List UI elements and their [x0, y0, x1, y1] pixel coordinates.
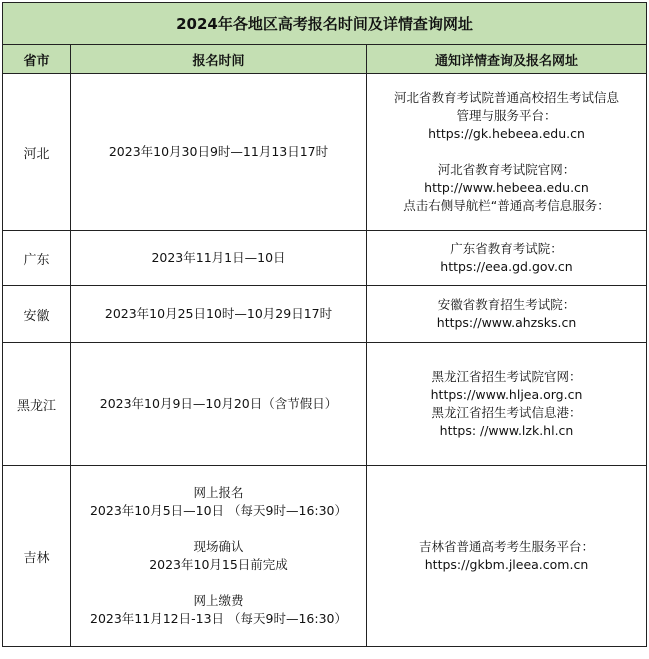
- admission-table-container: [2, 2, 646, 647]
- site-url-link[interactable]: http://www.hebeea.edu.cn: [424, 180, 589, 195]
- admission-table: [2, 2, 647, 647]
- site-line: 吉林省普通高考考生服务平台：: [419, 539, 595, 554]
- table-row-hebei: [3, 74, 647, 231]
- spacer: [73, 574, 364, 592]
- time-cell: [71, 74, 367, 231]
- site-url-link[interactable]: https://gkbm.jleea.com.cn: [424, 557, 589, 572]
- time-cell: [71, 286, 367, 343]
- table-row-jilin: [3, 466, 647, 647]
- province-cell: 黑龙江: [3, 343, 71, 466]
- site-line: 河北省教育考试院普通高校招生考试信息: [394, 90, 620, 105]
- province-cell: 吉林: [3, 466, 71, 647]
- site-url-link[interactable]: https://gk.hebeea.edu.cn: [428, 126, 585, 141]
- table-row-anhui: [3, 286, 647, 343]
- site-url-link[interactable]: https://www.ahzsks.cn: [436, 315, 577, 330]
- site-cell: [367, 74, 647, 231]
- table-row-guangdong: [3, 231, 647, 286]
- time-line: 2023年10月9日—10月20日（含节假日）: [99, 396, 338, 411]
- table-title: 2024年各地区高考报名时间及详情查询网址: [3, 3, 647, 45]
- site-line: 黑龙江省招生考试信息港：: [431, 405, 582, 420]
- spacer: [73, 520, 364, 538]
- table-row-heilongjiang: [3, 343, 647, 466]
- time-cell: [71, 231, 367, 286]
- time-line: 网上缴费: [193, 593, 244, 608]
- time-line: 现场确认: [193, 539, 244, 554]
- spacer: [369, 143, 644, 161]
- site-cell: [367, 466, 647, 647]
- time-line: 2023年10月30日9时—11月13日17时: [108, 144, 329, 159]
- site-line: 河北省教育考试院官网：: [437, 162, 576, 177]
- site-url-link[interactable]: https://www.hljea.org.cn: [430, 387, 583, 402]
- time-line: 2023年10月25日10时—10月29日17时: [104, 306, 333, 321]
- header-province: 省市: [3, 45, 71, 74]
- site-cell: [367, 231, 647, 286]
- time-line: 2023年11月1日—10日: [151, 250, 286, 265]
- province-cell: 河北: [3, 74, 71, 231]
- time-line: 2023年11月12日-13日 （每天9时—16:30）: [90, 611, 347, 626]
- site-line: 点击右侧导航栏“普通高考信息服务：: [403, 198, 610, 213]
- site-cell: [367, 343, 647, 466]
- table-header-row: [3, 45, 647, 74]
- site-line: 广东省教育考试院：: [450, 241, 563, 256]
- table-title-row: [3, 3, 647, 45]
- site-line: 黑龙江省招生考试院官网：: [431, 369, 582, 384]
- header-site: 通知详情查询及报名网址: [367, 45, 647, 74]
- time-cell: [71, 343, 367, 466]
- header-time: 报名时间: [71, 45, 367, 74]
- time-line: 2023年10月5日—10日 （每天9时—16:30）: [89, 503, 348, 518]
- site-url-link[interactable]: https://eea.gd.gov.cn: [440, 259, 573, 274]
- time-line: 2023年10月15日前完成: [149, 557, 288, 572]
- time-line: 网上报名: [193, 485, 244, 500]
- site-line: 管理与服务平台：: [456, 108, 557, 123]
- province-cell: 安徽: [3, 286, 71, 343]
- site-line: 安徽省教育招生考试院：: [437, 297, 576, 312]
- site-cell: [367, 286, 647, 343]
- province-cell: 广东: [3, 231, 71, 286]
- site-url-link[interactable]: https: //www.lzk.hl.cn: [439, 423, 574, 438]
- time-cell: [71, 466, 367, 647]
